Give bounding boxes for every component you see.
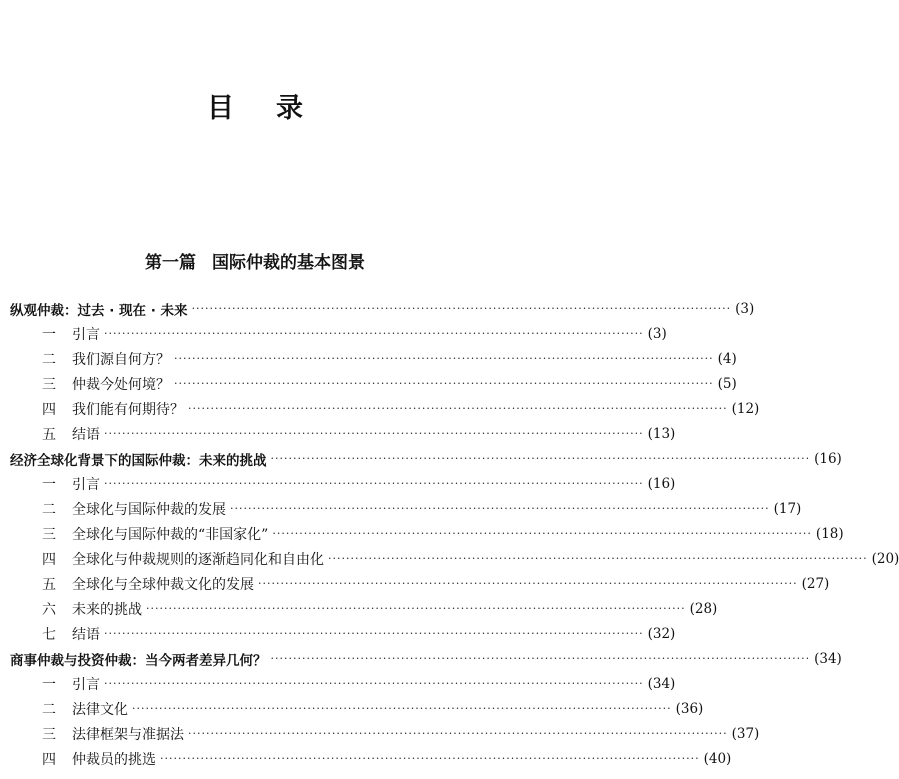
dot-leader: ························································································································	[188, 727, 728, 740]
toc-section-number: 五	[42, 426, 56, 443]
dot-leader: ························································································································	[104, 627, 644, 640]
toc-page-number: (40)	[703, 750, 732, 767]
toc-section-number: 二	[42, 701, 56, 718]
toc-entry-label: 经济全球化背景下的国际仲裁：未来的挑战	[10, 452, 267, 469]
toc-section-row[interactable]	[10, 371, 737, 396]
toc-section-row[interactable]	[10, 571, 830, 596]
dot-leader: ························································································································	[230, 502, 770, 515]
toc-section-number: 二	[42, 501, 56, 518]
toc-section-row[interactable]	[10, 671, 676, 696]
dot-leader: ························································································································	[104, 427, 644, 440]
toc-section-row[interactable]	[10, 396, 760, 421]
toc-section-row[interactable]	[10, 346, 737, 371]
toc-section-row[interactable]	[10, 621, 676, 646]
toc-entry-label: 全球化与国际仲裁的发展	[72, 501, 226, 518]
dot-leader: ························································································································	[174, 377, 714, 390]
toc-section-row[interactable]	[10, 521, 844, 546]
toc-section-row[interactable]	[10, 596, 718, 621]
toc-page-number: (4)	[717, 350, 737, 367]
dot-leader: ························································································································	[270, 452, 811, 465]
toc-section-number: 一	[42, 676, 56, 693]
toc-entry-label: 法律框架与准据法	[72, 726, 184, 743]
toc-entry-label: 结语	[72, 626, 100, 643]
dot-leader: ························································································································	[146, 602, 686, 615]
toc-entry-label: 引言	[72, 676, 100, 693]
toc-entry-label: 纵观仲裁：过去 · 现在 · 未来	[10, 302, 188, 319]
toc-entry-label: 全球化与全球仲裁文化的发展	[72, 576, 254, 593]
toc-section-row[interactable]	[10, 471, 676, 496]
toc-section-row[interactable]	[10, 321, 667, 346]
dot-leader: ························································································································	[270, 652, 811, 665]
toc-section-number: 三	[42, 376, 56, 393]
toc-entry-label: 引言	[72, 326, 100, 343]
page-title	[0, 86, 510, 125]
dot-leader: ························································································································	[191, 302, 732, 315]
toc-section-row[interactable]	[10, 721, 760, 746]
dot-leader: ························································································································	[132, 702, 672, 715]
toc-entry-label: 全球化与仲裁规则的逐渐趋同化和自由化	[72, 551, 324, 568]
toc-section-number: 五	[42, 576, 56, 593]
toc-entry-label: 未来的挑战	[72, 601, 142, 618]
toc-page-number: (17)	[773, 500, 802, 517]
toc-entry-label: 引言	[72, 476, 100, 493]
toc-section-number: 四	[42, 551, 56, 568]
dot-leader: ························································································································	[328, 552, 868, 565]
toc-entry-label: 法律文化	[72, 701, 128, 718]
toc-page-number: (3)	[735, 300, 755, 317]
toc-page-number: (20)	[871, 550, 899, 567]
toc-section-number: 四	[42, 401, 56, 418]
toc-section-row[interactable]	[10, 746, 732, 771]
toc-page-number: (34)	[647, 675, 676, 692]
toc-page-number: (27)	[801, 575, 830, 592]
dot-leader: ························································································································	[258, 577, 798, 590]
toc-section-number: 一	[42, 326, 56, 343]
part-title: 国际仲裁的基本图景	[212, 253, 365, 273]
toc-entry-label: 全球化与国际仲裁的“非国家化”	[72, 526, 269, 543]
toc-page-number: (16)	[647, 475, 676, 492]
toc-entry-label: 结语	[72, 426, 100, 443]
toc-section-number: 一	[42, 476, 56, 493]
toc-section-number: 六	[42, 601, 56, 618]
toc-page-number: (32)	[647, 625, 676, 642]
toc-page-number: (12)	[731, 400, 760, 417]
toc-entry-label: 我们源自何方？	[72, 351, 170, 368]
toc-entry-label: 商事仲裁与投资仲裁：当今两者差异几何？	[10, 652, 267, 669]
toc-chapter-row[interactable]	[10, 446, 842, 471]
toc-page-number: (36)	[675, 700, 704, 717]
toc-section-number: 三	[42, 526, 56, 543]
toc-entry-label: 我们能有何期待？	[72, 401, 184, 418]
dot-leader: ························································································································	[160, 752, 700, 765]
toc-page-number: (28)	[689, 600, 718, 617]
toc-page-number: (3)	[647, 325, 667, 342]
toc-page-number: (18)	[815, 525, 844, 542]
toc-section-number: 三	[42, 726, 56, 743]
dot-leader: ························································································································	[104, 477, 644, 490]
dot-leader: ························································································································	[188, 402, 728, 415]
dot-leader: ························································································································	[104, 327, 644, 340]
dot-leader: ························································································································	[174, 352, 714, 365]
toc-chapter-row[interactable]	[10, 296, 755, 321]
page-title-char-1: 目	[207, 93, 234, 124]
toc-section-row[interactable]	[10, 421, 676, 446]
toc-entry-label: 仲裁今处何境？	[72, 376, 170, 393]
dot-leader: ························································································································	[104, 677, 644, 690]
toc-page-number: (37)	[731, 725, 760, 742]
toc-section-row[interactable]	[10, 496, 802, 521]
toc-section-row[interactable]	[10, 696, 704, 721]
part-number: 第一篇	[145, 253, 196, 273]
toc-page-number: (34)	[814, 650, 842, 667]
toc-section-number: 七	[42, 626, 56, 643]
toc-page-number: (13)	[647, 425, 676, 442]
part-heading	[0, 248, 510, 273]
toc-section-number: 四	[42, 751, 56, 768]
table-of-contents	[10, 296, 899, 771]
toc-section-row[interactable]	[10, 546, 899, 571]
toc-page-number: (5)	[717, 375, 737, 392]
toc-entry-label: 仲裁员的挑选	[72, 751, 156, 768]
page-title-char-2: 录	[276, 93, 303, 124]
toc-section-number: 二	[42, 351, 56, 368]
dot-leader: ························································································································	[272, 527, 812, 540]
toc-page-number: (16)	[814, 450, 842, 467]
toc-chapter-row[interactable]	[10, 646, 842, 671]
